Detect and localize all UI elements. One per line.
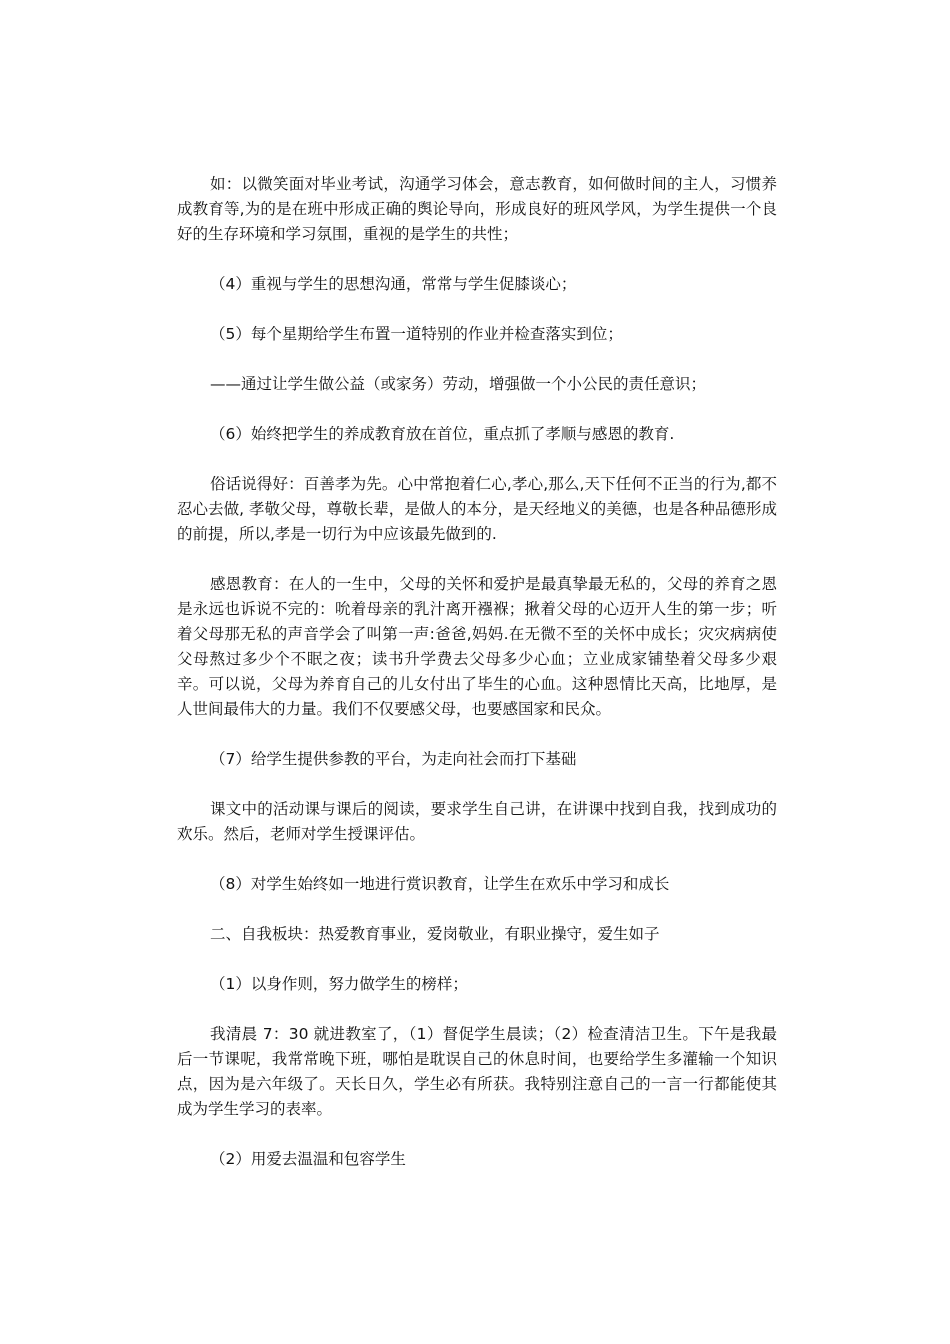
paragraph-11: 二、自我板块：热爱教育事业，爱岗敬业，有职业操守，爱生如子 xyxy=(210,925,660,943)
paragraph-5: （6）始终把学生的养成教育放在首位，重点抓了孝顺与感恩的教育. xyxy=(210,425,675,443)
paragraph-13: 我清晨 7：30 就进教室了，（1）督促学生晨读；（2）检查清洁卫生。下午是我最后一节课呢，我常常晚下班，哪怕是耽误自己的休息时间，也要给学生多灌输一个知识点，因为是六年级了。天长日久，学生必有所获。我特别注意自己的一言一行都能使其成为学生学习的表率。 xyxy=(177,1025,777,1118)
paragraph-12: （1）以身作则，努力做学生的榜样； xyxy=(210,975,468,993)
paragraph-3: （5）每个星期给学生布置一道特别的作业并检查落实到位； xyxy=(210,325,623,343)
paragraph-1: 如：以微笑面对毕业考试，沟通学习体会，意志教育，如何做时间的主人，习惯养成教育等,为的是在班中形成正确的舆论导向，形成良好的班风学风，为学生提供一个良好的生存环境和学习氛围，重视的是学生的共性； xyxy=(177,175,777,243)
paragraph-8: （7）给学生提供参教的平台，为走向社会而打下基础 xyxy=(210,750,577,768)
paragraph-10: （8）对学生始终如一地进行赏识教育，让学生在欢乐中学习和成长 xyxy=(210,875,670,893)
document-body xyxy=(177,172,777,1172)
paragraph-6: 俗话说得好：百善孝为先。心中常抱着仁心,孝心,那么,天下任何不正当的行为,都不忍心去做, 孝敬父母，尊敬长辈，是做人的本分，是天经地义的美德，也是各种品德形成的前提，所以,孝是一切行为中应该最先做到的. xyxy=(177,475,777,543)
paragraph-2: （4）重视与学生的思想沟通，常常与学生促膝谈心； xyxy=(210,275,577,293)
paragraph-14: （2）用爱去温温和包容学生 xyxy=(210,1150,406,1168)
paragraph-9: 课文中的活动课与课后的阅读，要求学生自己讲，在讲课中找到自我，找到成功的欢乐。然后，老师对学生授课评估。 xyxy=(177,800,777,843)
paragraph-4: ——通过让学生做公益（或家务）劳动，增强做一个小公民的责任意识； xyxy=(210,375,707,393)
paragraph-7: 感恩教育：在人的一生中，父母的关怀和爱护是最真挚最无私的，父母的养育之恩是永远也诉说不完的：吮着母亲的乳汁离开襁褓；揪着父母的心迈开人生的第一步；听着父母那无私的声音学会了叫第一声:爸爸,妈妈.在无微不至的关怀中成长；灾灾病病使父母熬过多少个不眠之夜；读书升学费去父母多少心血；立业成家铺垫着父母多少艰辛。可以说，父母为养育自己的儿女付出了毕生的心血。这种恩情比天高，比地厚，是人世间最伟大的力量。我们不仅要感父母，也要感国家和民众。 xyxy=(177,575,777,718)
